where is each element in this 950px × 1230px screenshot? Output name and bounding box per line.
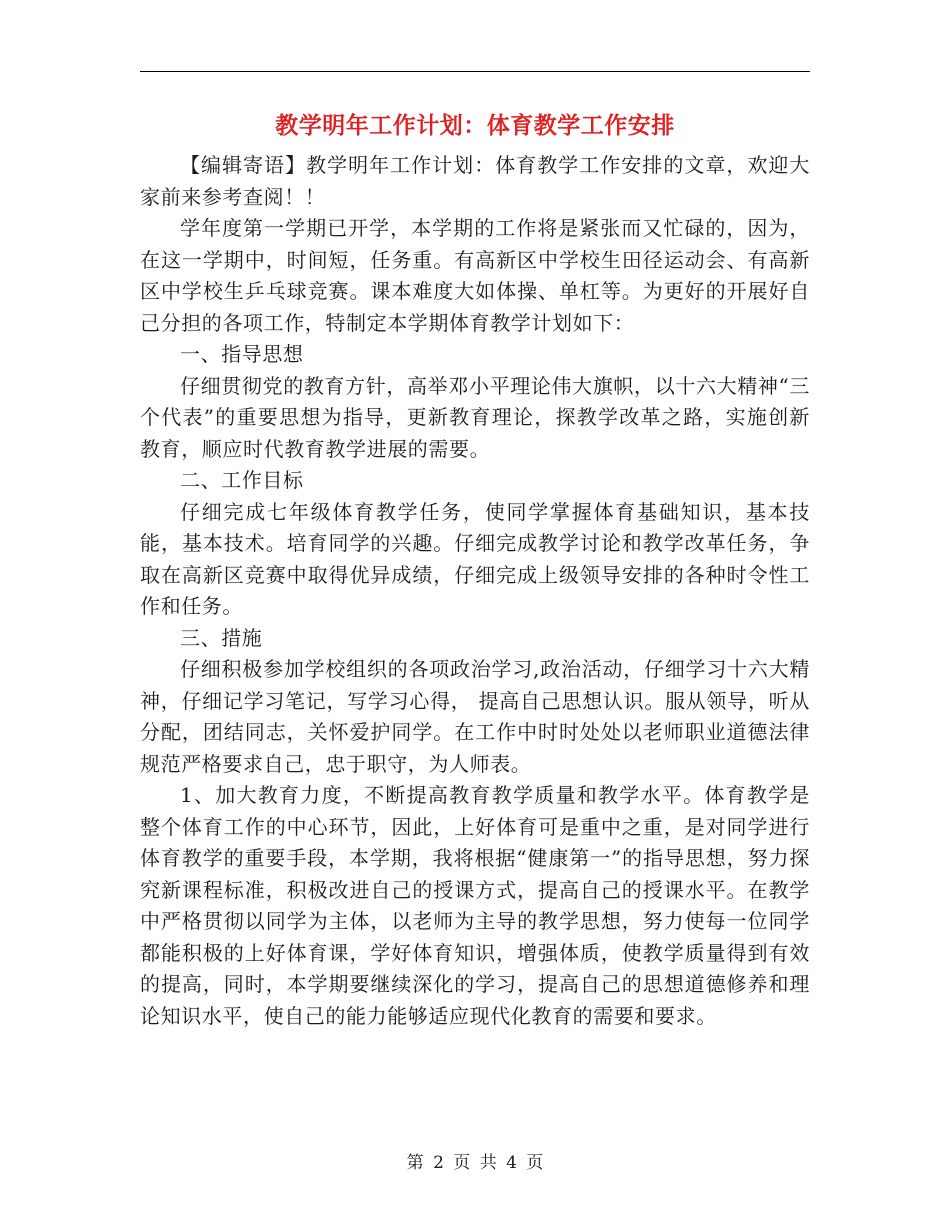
document-title: 教学明年工作计划：体育教学工作安排 <box>275 112 675 139</box>
paragraph-intro: 学年度第一学期已开学，本学期的工作将是紧张而又忙碌的，因为，在这一学期中，时间短，任务重。有高新区中学校生田径运动会、有高新区中学校生乒乓球竞赛。课本难度大如体操、单杠等。为更好的开展好自己分担的各项工作，特制定本学期体育教学计划如下： <box>140 216 810 335</box>
paragraph-editor-note: 【编辑寄语】教学明年工作计划：体育教学工作安排的文章，欢迎大家前来参考查阅！！ <box>140 153 810 209</box>
paragraph-measures: 仔细积极参加学校组织的各项政治学习,政治活动，仔细学习十六大精神，仔细记学习笔记，写学习心得， 提高自己思想认识。服从领导，听从分配，团结同志，关怀爱护同学。在工作中时时处处以老师职业道德法律规范严格要求自己，忠于职守，为人师表。 <box>140 657 810 776</box>
paragraph-guiding-ideology: 仔细贯彻党的教育方针，高举邓小平理论伟大旗帜，以十六大精神“三个代表”的重要思想为指导，更新教育理论，探教学改革之路，实施创新教育，顺应时代教育教学进展的需要。 <box>140 373 810 461</box>
header-rule <box>140 71 810 72</box>
paragraph-work-goals: 仔细完成七年级体育教学任务，使同学掌握体育基础知识，基本技能，基本技术。培育同学的兴趣。仔细完成教学讨论和教学改革任务，争取在高新区竞赛中取得优异成绩，仔细完成上级领导安排的各种时令性工作和任务。 <box>140 499 810 618</box>
section-heading-guiding-ideology: 一、指导思想 <box>180 342 304 366</box>
paragraph-measure-1: 1、加大教育力度，不断提高教育教学质量和教学水平。体育教学是整个体育工作的中心环节，因此，上好体育可是重中之重，是对同学进行体育教学的重要手段，本学期，我将根据“健康第一”的指导思想，努力探究新课程标准，积极改进自己的授课方式，提高自己的授课水平。在教学中严格贯彻以同学为主体，以老师为主导的教学思想，努力使每一位同学都能积极的上好体育课，学好体育知识，增强体质，使教学质量得到有效的提高，同时，本学期要继续深化的学习，提高自己的思想道德修养和理论知识水平，使自己的能力能够适应现代化教育的需要和要求。 <box>140 783 810 1028</box>
section-heading-work-goals: 二、工作目标 <box>180 468 304 492</box>
document-body <box>140 150 810 1032</box>
page-number-footer: 第 2 页 共 4 页 <box>406 1153 544 1173</box>
section-heading-measures: 三、措施 <box>180 625 263 650</box>
